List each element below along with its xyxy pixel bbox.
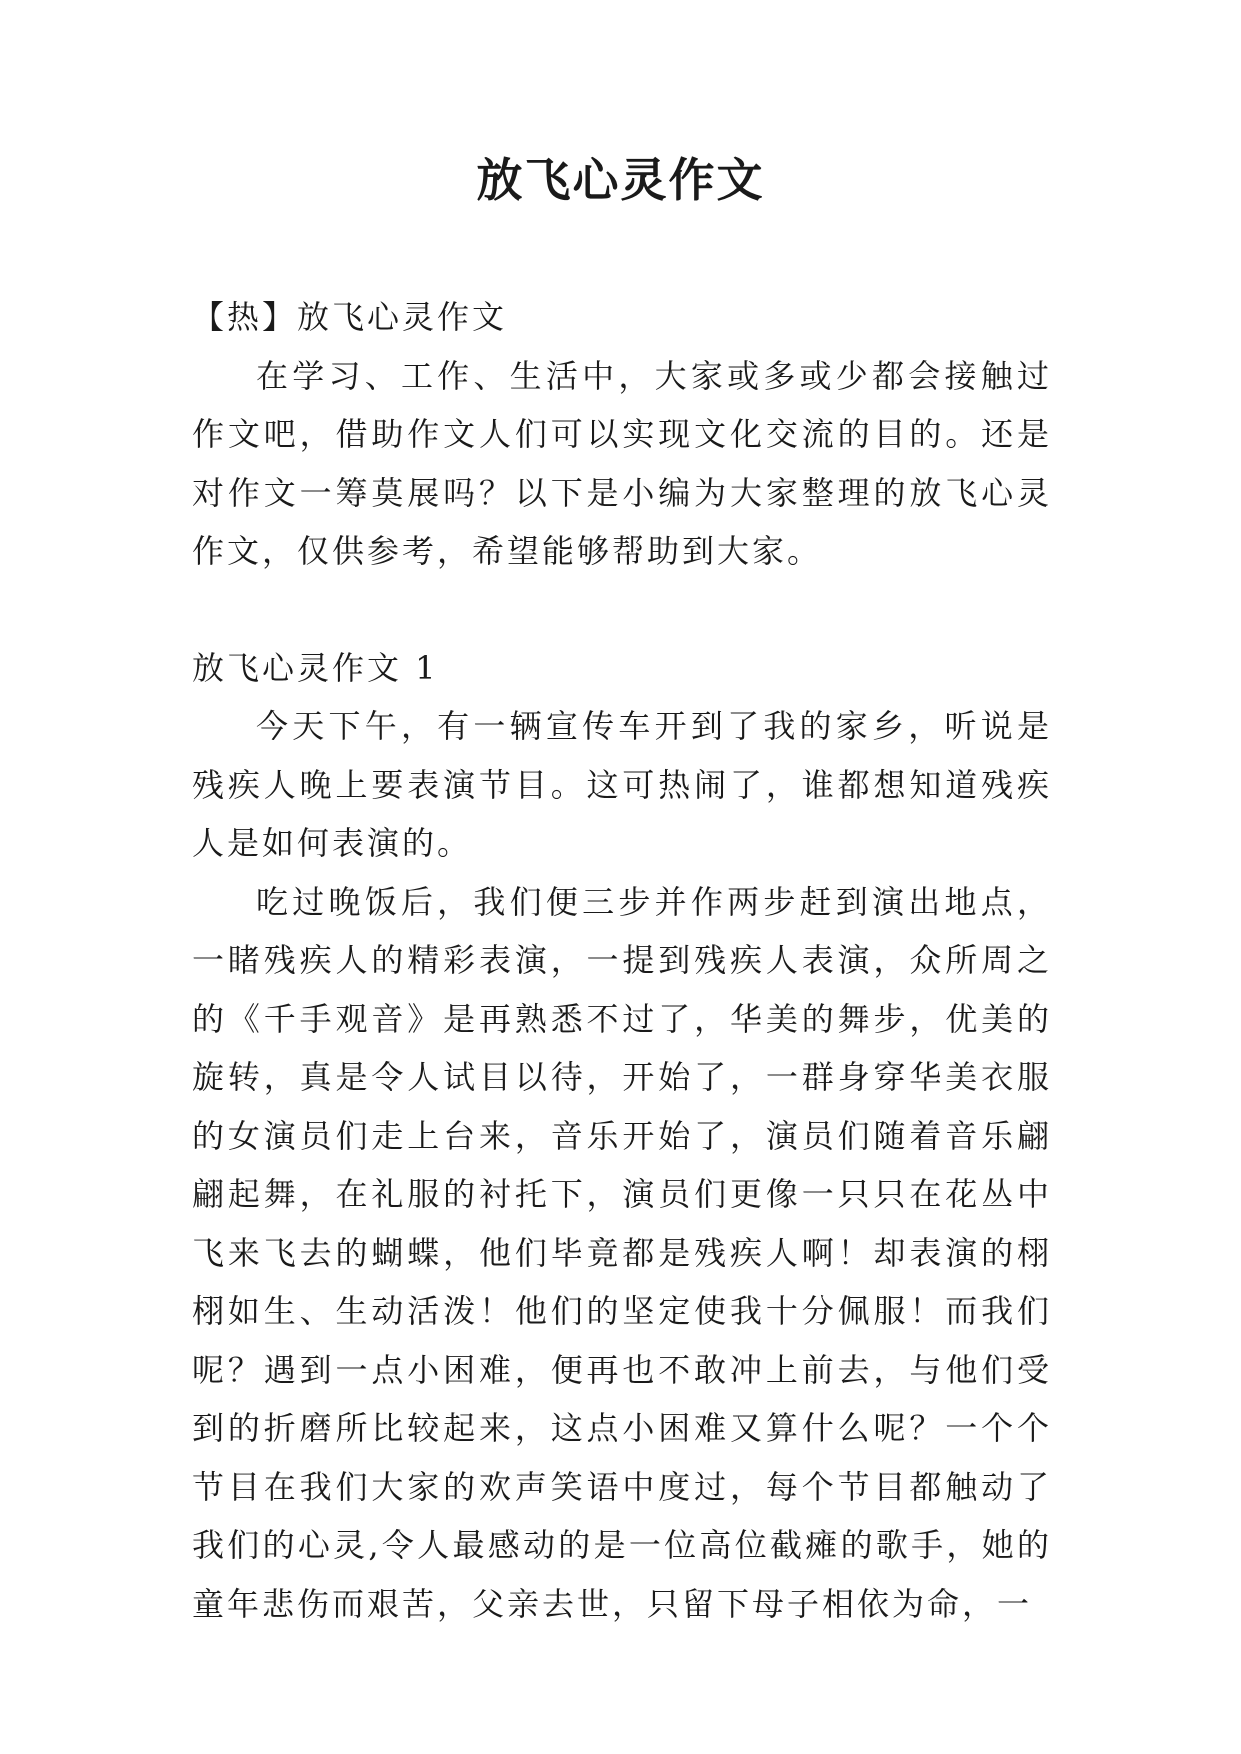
paragraph: 今天下午，有一辆宣传车开到了我的家乡，听说是残疾人晚上要表演节目。这可热闹了，谁都想知道残疾人是如何表演的。 [192, 707, 1052, 862]
document-body [192, 288, 1052, 1633]
paragraph: 吃过晚饭后，我们便三步并作两步赶到演出地点，一睹残疾人的精彩表演，一提到残疾人表演，众所周之的《千手观音》是再熟悉不过了，华美的舞步，优美的旋转，真是令人试目以待，开始了，一群身穿华美衣服的女演员们走上台来，音乐开始了，演员们随着音乐翩翩起舞，在礼服的衬托下，演员们更像一只只在花丛中飞来飞去的蝴蝶，他们毕竟都是残疾人啊！却表演的栩栩如生、生动活泼！他们的坚定使我十分佩服！而我们呢？遇到一点小困难，便再也不敢冲上前去，与他们受到的折磨所比较起来，这点小困难又算什么呢？一个个节目在我们大家的欢声笑语中度过，每个节目都触动了我们的心灵,令人最感动的是一位高位截瘫的歌手，她的童年悲伤而艰苦，父亲去世，只留下母子相依为命，一 [192, 882, 1052, 1623]
page-title: 放飞心灵作文 [476, 153, 765, 207]
intro-heading: 【热】放飞心灵作文 [192, 298, 508, 336]
intro-paragraph: 在学习、工作、生活中，大家或多或少都会接触过作文吧，借助作文人们可以实现文化交流的目的。还是对作文一筹莫展吗？以下是小编为大家整理的放飞心灵作文，仅供参考，希望能够帮助到大家。 [192, 356, 1052, 570]
section-heading: 放飞心灵作文 1 [192, 648, 439, 687]
